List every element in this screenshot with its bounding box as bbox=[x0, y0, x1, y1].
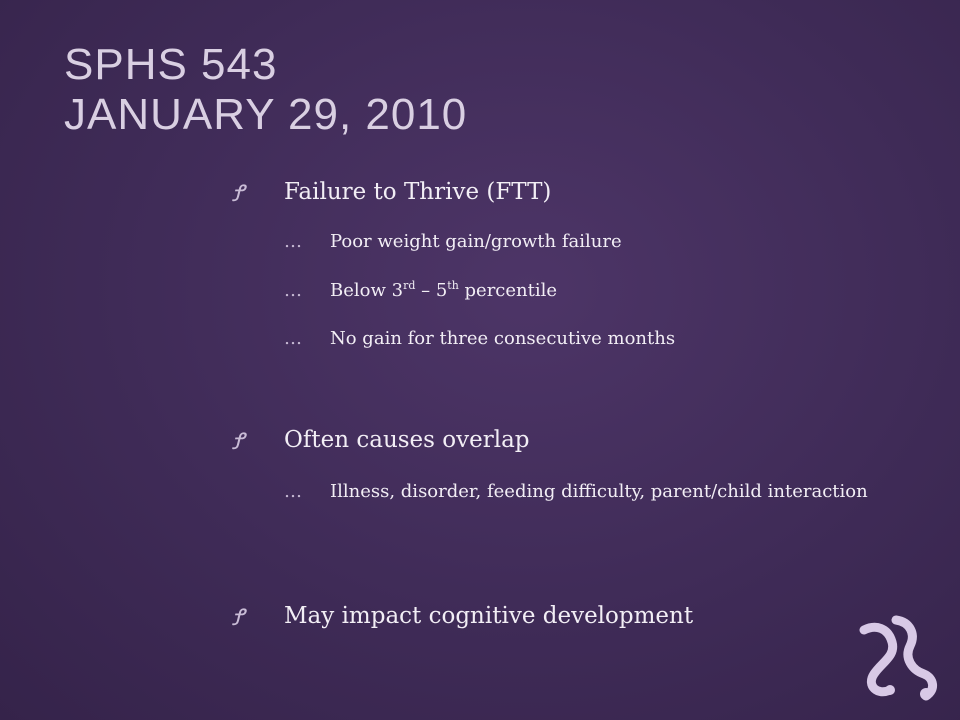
ellipsis-marker-icon: … bbox=[284, 280, 302, 301]
swirl-ornament-icon bbox=[852, 612, 944, 704]
bullet-marker-icon: Ꝭ bbox=[232, 429, 244, 455]
bullet-marker-icon: Ꝭ bbox=[232, 181, 244, 207]
bullet-text: Often causes overlap bbox=[284, 427, 530, 453]
ellipsis-marker-icon: … bbox=[284, 231, 302, 252]
bullet-marker-icon: Ꝭ bbox=[232, 605, 244, 631]
sub-bullet-text: No gain for three consecutive months bbox=[330, 328, 676, 349]
bullet-text: May impact cognitive development bbox=[284, 603, 694, 629]
title-line-date: JANUARY 29, 2010 bbox=[64, 90, 468, 139]
sub-bullet-text: Illness, disorder, feeding difficulty, parent/child interaction bbox=[330, 481, 868, 502]
bullet-text: Failure to Thrive (FTT) bbox=[284, 179, 552, 205]
title-line-course: SPHS 543 bbox=[64, 40, 278, 89]
slide-title bbox=[64, 40, 467, 140]
ellipsis-marker-icon: … bbox=[284, 481, 302, 502]
ellipsis-marker-icon: … bbox=[284, 328, 302, 349]
sub-bullet-text: Below 3rd – 5th percentile bbox=[330, 279, 558, 301]
sub-bullet-text: Poor weight gain/growth failure bbox=[330, 231, 622, 252]
